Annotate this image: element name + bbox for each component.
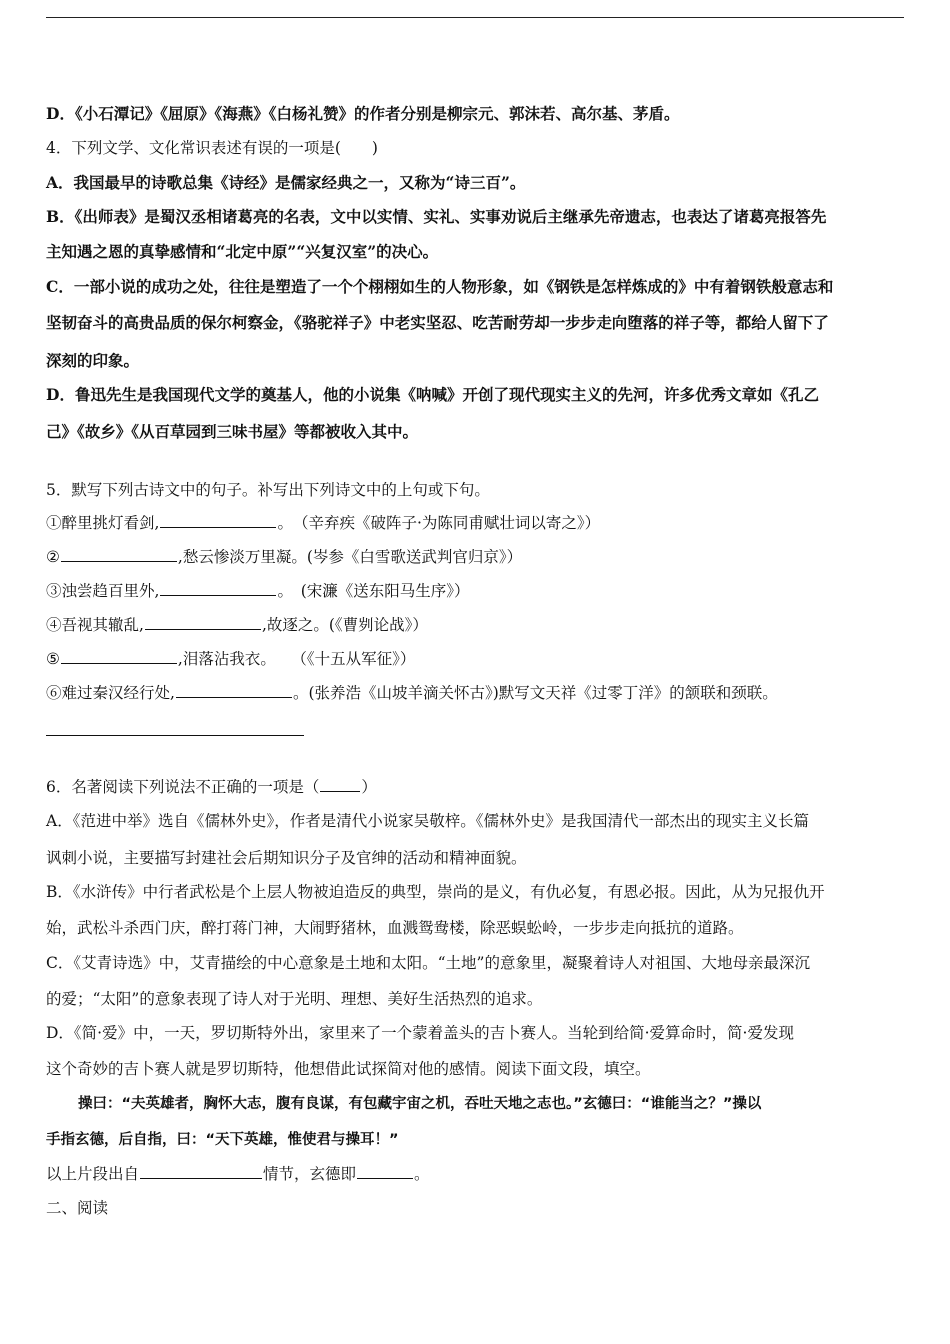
q6-option-b-line2: 始，武松斗杀西门庆，醉打蒋门神，大闹野猪林，血溅鸳鸯楼，除恶蜈蚣岭，一步步走向抵抗的道路。 <box>46 919 744 937</box>
fill-middle: 情节，玄德即 <box>263 1165 357 1183</box>
q6-option-d-line2: 这个奇妙的吉卜赛人就是罗切斯特，他想借此试探简对他的感情。阅读下面文段，填空。 <box>46 1060 651 1078</box>
q4-option-b-line1: B．《出师表》是蜀汉丞相诸葛亮的名表，文中以实情、实礼、实事劝说后主继承先帝遗志，也表达了诸葛亮报答先 <box>46 207 827 226</box>
q5-stem: 5．默写下列古诗文中的句子。补写出下列诗文中的上句或下句。 <box>46 481 490 499</box>
q4-option-c-line2: 坚韧奋斗的高贵品质的保尔柯察金，《骆驼祥子》中老实坚忍、吃苦耐劳却一步步走向堕落的祥子等，都给人留下了 <box>46 313 829 332</box>
q4-option-d-line1: D．鲁迅先生是我国现代文学的奠基人，他的小说集《呐喊》开创了现代现实主义的先河，许多优秀文章如《孔乙 <box>46 385 819 404</box>
header-rule <box>46 17 904 18</box>
q5-item-1-prefix: ①醉里挑灯看剑, <box>46 514 160 532</box>
fill-in-sentence <box>46 1164 430 1184</box>
section-heading: 二、阅读 <box>46 1199 109 1217</box>
fill-suffix: 。 <box>414 1165 430 1183</box>
q5-item-3-suffix: 。 (宋濂《送东阳马生序》） <box>277 582 470 600</box>
q5-item-6-suffix: 。(张养浩《山坡羊滴关怀古》)默写文天祥《过零丁洋》的颔联和颈联。 <box>292 684 778 702</box>
q5-item-4-suffix: ,故逐之。(《曹刿论战》） <box>261 616 428 634</box>
q6-stem <box>46 777 377 797</box>
q5-item-6-prefix: ⑥难过秦汉经行处, <box>46 684 175 702</box>
fill-blank[interactable] <box>320 790 360 792</box>
q5-item-1 <box>46 513 600 533</box>
q5-item-2-suffix: ,愁云惨淡万里凝。(岑参《白雪歌送武判官归京》） <box>177 548 523 566</box>
quote-line2: 手指玄德，后自指，曰：“天下英雄，惟使君与操耳！” <box>46 1132 399 1148</box>
fill-prefix: 以上片段出自 <box>46 1165 140 1183</box>
q5-item-3 <box>46 581 470 601</box>
fill-blank[interactable] <box>61 662 177 664</box>
q4-option-a: A．我国最早的诗歌总集《诗经》是儒家经典之一，又称为“诗三百”。 <box>46 173 526 192</box>
q4-option-c-line1: C．一部小说的成功之处，往往是塑造了一个个栩栩如生的人物形象，如《钢铁是怎样炼成的》中有着钢铁般意志和 <box>46 277 834 296</box>
q5-item-5 <box>46 649 415 669</box>
fill-blank[interactable] <box>160 594 276 596</box>
q5-item-2 <box>46 547 522 567</box>
answer-line[interactable] <box>46 735 304 736</box>
fill-blank[interactable] <box>160 526 276 528</box>
q4-stem: 4．下列文学、文化常识表述有误的一项是( ) <box>46 139 378 157</box>
q6-stem-text: 6．名著阅读下列说法不正确的一项是（ <box>46 778 320 796</box>
q5-item-6 <box>46 683 778 703</box>
q3-option-d: D．《小石潭记》《屈原》《海燕》《白杨礼赞》的作者分别是柳宗元、郭沫若、高尔基、茅盾。 <box>46 104 680 123</box>
q6-option-b-line1: B．《水浒传》中行者武松是个上层人物被迫造反的典型，崇尚的是义，有仇必复，有恩必报。因此，从为兄报仇开 <box>46 883 825 901</box>
q6-stem-end: ） <box>361 778 377 796</box>
q5-item-1-suffix: 。 （辛弃疾《破阵子·为陈同甫赋壮词以寄之》） <box>277 514 601 532</box>
fill-blank[interactable] <box>61 560 177 562</box>
q4-option-b-line2: 主知遇之恩的真挚感情和“北定中原”“兴复汉室”的决心。 <box>46 242 439 261</box>
q4-option-d-line2: 己》《故乡》《从百草园到三味书屋》等都被收入其中。 <box>46 422 419 441</box>
q6-option-d-line1: D．《简·爱》中，一天，罗切斯特外出，家里来了一个蒙着盖头的吉卜赛人。当轮到给简·爱算命时，简·爱发现 <box>46 1024 794 1042</box>
q5-item-4-prefix: ④吾视其辙乱, <box>46 616 144 634</box>
q6-option-c-line2: 的爱；“太阳”的意象表现了诗人对于光明、理想、美好生活热烈的追求。 <box>46 990 543 1008</box>
q5-item-3-prefix: ③浊尝趋百里外, <box>46 582 160 600</box>
fill-blank[interactable] <box>357 1177 413 1179</box>
fill-blank[interactable] <box>176 696 292 698</box>
fill-blank[interactable] <box>140 1177 262 1179</box>
q6-option-c-line1: C．《艾青诗选》中，艾青描绘的中心意象是土地和太阳。“土地”的意象里，凝聚着诗人对祖国、大地母亲最深沉 <box>46 954 810 972</box>
q6-option-a-line1: A．《范进中举》选自《儒林外史》，作者是清代小说家吴敬梓。《儒林外史》是我国清代一部杰出的现实主义长篇 <box>46 812 809 830</box>
q5-item-5-suffix: ,泪落沾我衣。 （《十五从军征》） <box>177 650 416 668</box>
quote-line1: 操曰：“夫英雄者，胸怀大志，腹有良谋，有包藏宇宙之机，吞吐天地之志也。”玄德曰：“谁能当之？”操以 <box>78 1096 762 1112</box>
q5-item-2-prefix: ② <box>46 548 60 566</box>
q5-item-5-prefix: ⑤ <box>46 650 60 668</box>
fill-blank[interactable] <box>145 628 261 630</box>
q6-option-a-line2: 讽刺小说，主要描写封建社会后期知识分子及官绅的活动和精神面貌。 <box>46 849 527 867</box>
q4-option-c-line3: 深刻的印象。 <box>46 351 140 370</box>
q5-item-4 <box>46 615 428 635</box>
